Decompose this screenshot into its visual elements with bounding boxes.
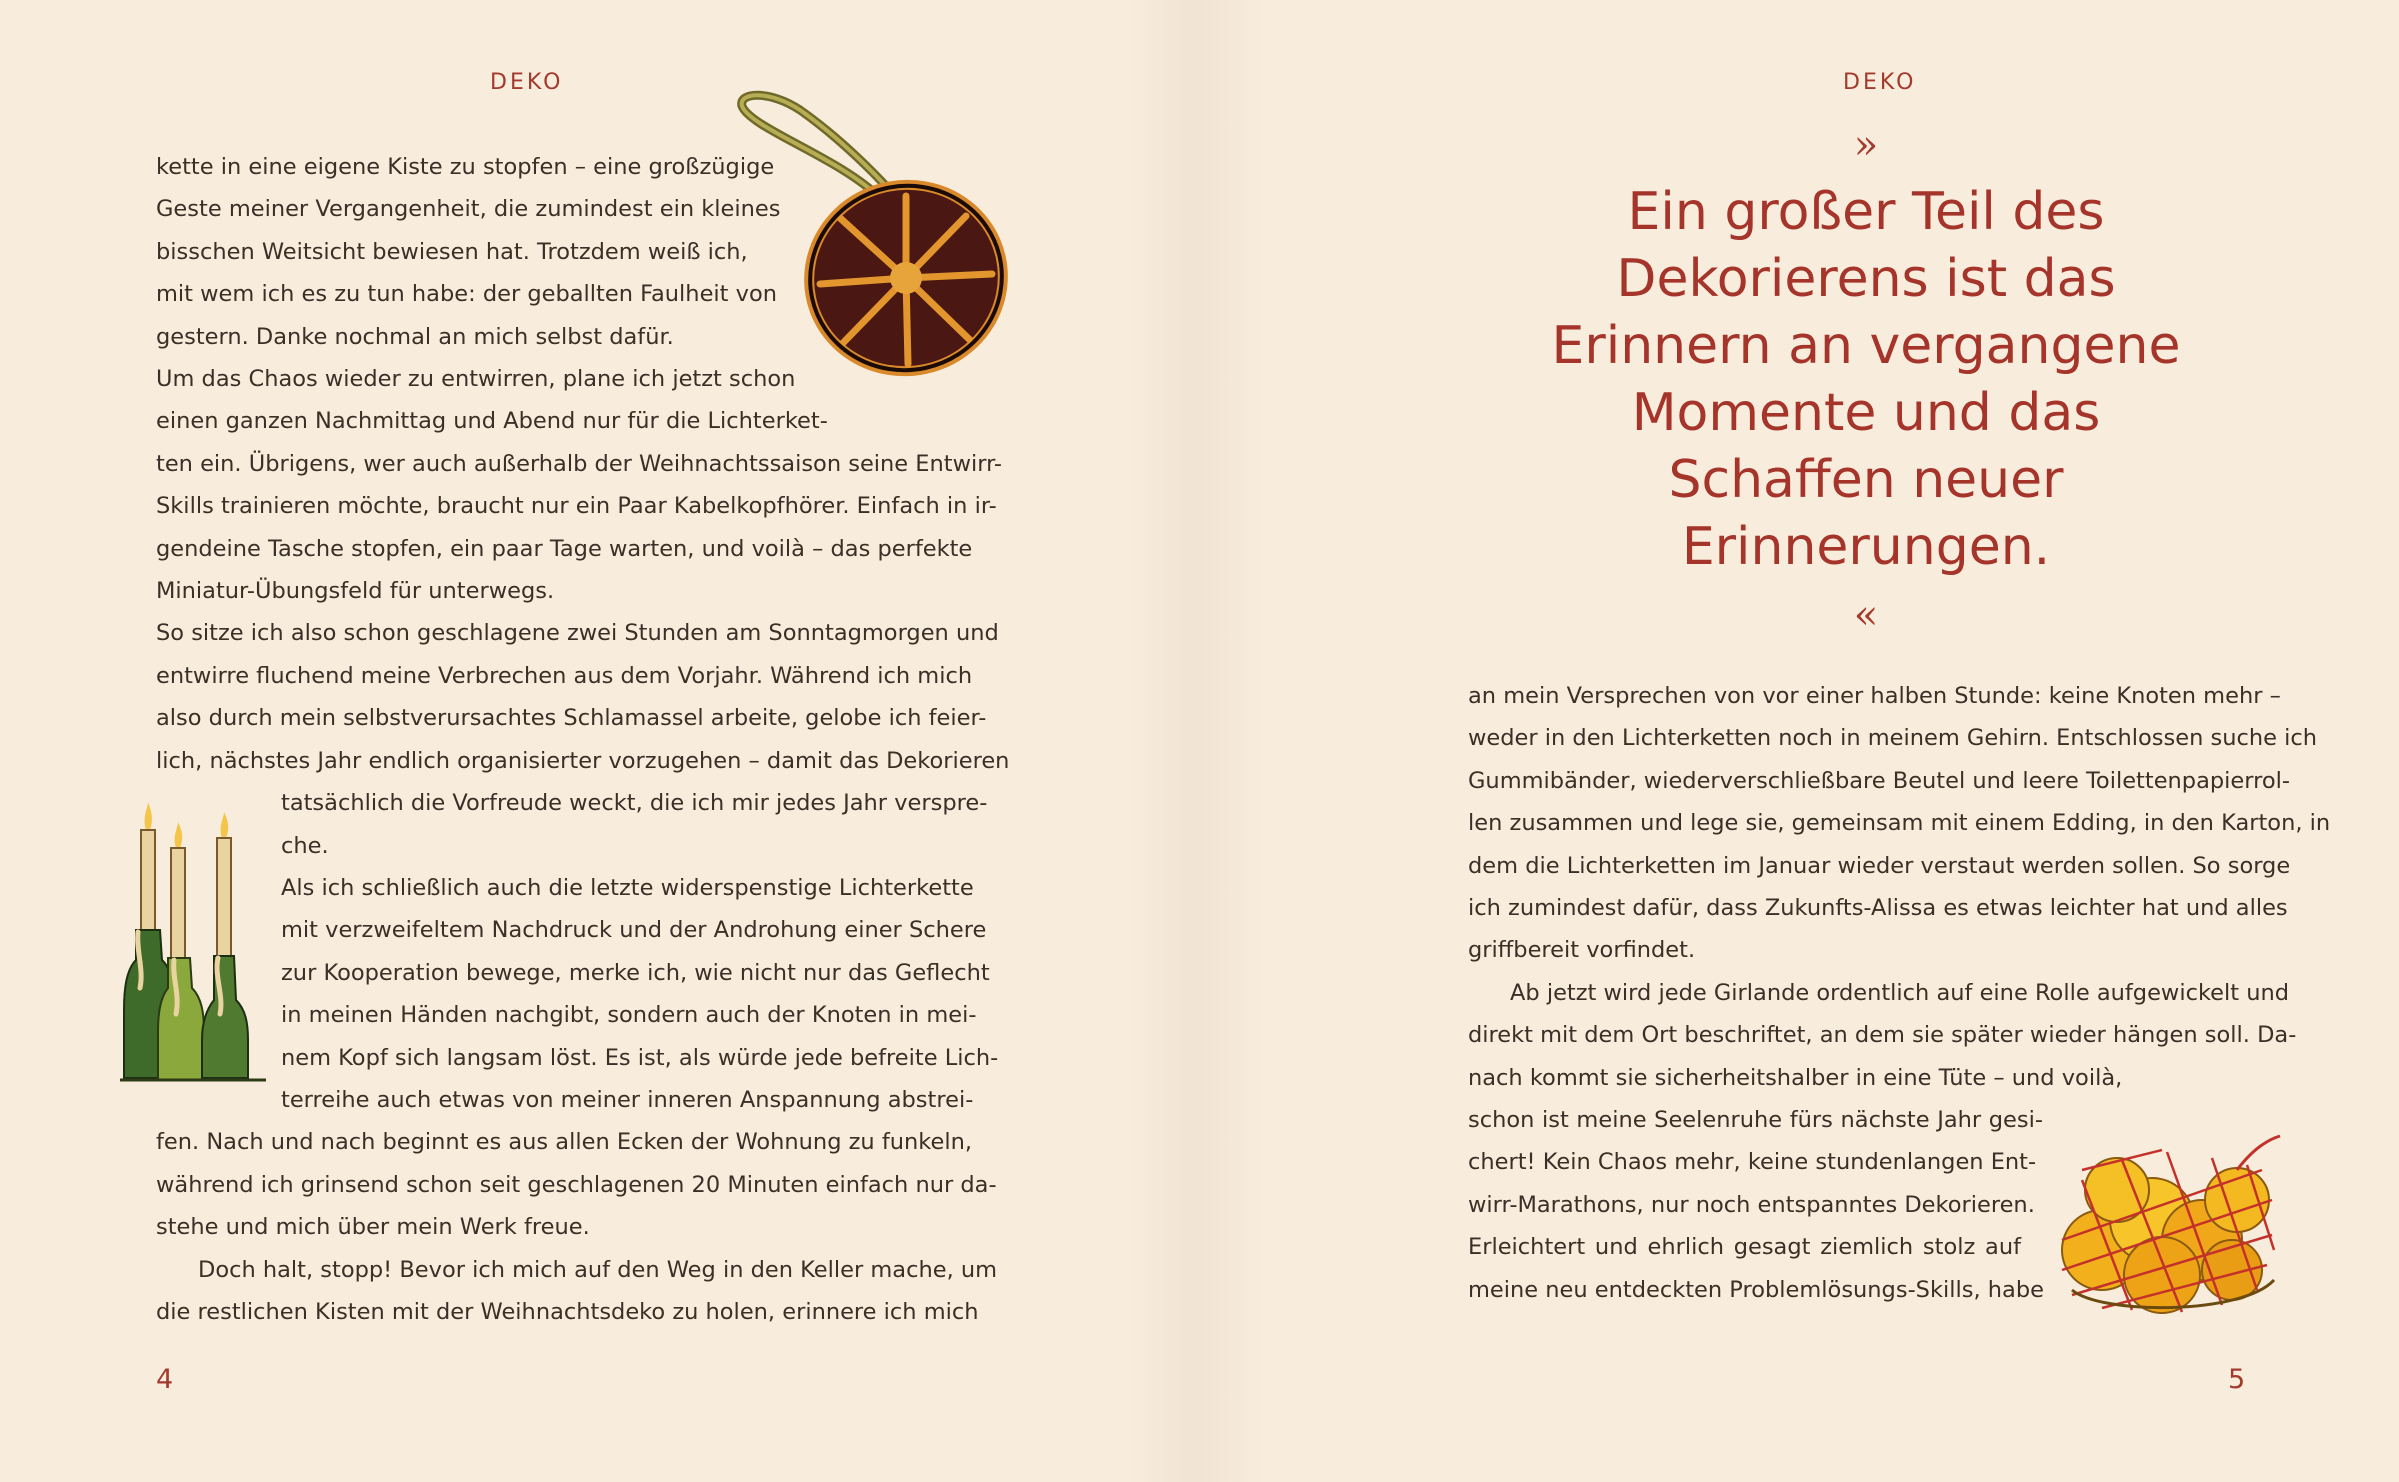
text-line: fen. Nach und nach beginnt es aus allen Ecken der Wohnung zu funkeln, [156,1129,973,1156]
text-line: dem die Lichterketten im Januar wieder verstaut werden sollen. So sorge [1468,852,2291,879]
text-line: Als ich schließlich auch die letzte widerspenstige Lichterkette [281,874,974,901]
quote-line: Erinnern an vergangene [1551,316,2181,376]
text-line: terreihe auch etwas von meiner inneren Anspannung abstrei- [281,1086,974,1113]
text-line: kette in eine eigene Kiste zu stopfen – eine großzügige [156,154,775,180]
body-text [156,146,1010,1333]
gutter-shadow [1196,0,1266,1482]
text-line: gestern. Danke nochmal an mich selbst dafür. [156,323,674,350]
text-line: schon ist meine Seelenruhe fürs nächste Jahr gesi- [1468,1107,2043,1134]
text-line: Ab jetzt wird jede Girlande ordentlich auf eine Rolle aufgewickelt und [1510,979,2290,1006]
text-line: Doch halt, stopp! Bevor ich mich auf den Weg in den Keller mache, um [198,1256,998,1283]
running-header: DEKO [490,70,564,95]
text-line: stehe und mich über mein Werk freue. [156,1214,590,1241]
gutter-shadow [1126,0,1196,1482]
quote-line: Dekorierens ist das [1616,249,2116,309]
body-text [1468,675,2331,1311]
running-header: DEKO [1843,70,1917,95]
text-line: nem Kopf sich langsam löst. Es ist, als würde jede befreite Lich- [281,1044,999,1071]
text-line: che. [281,832,329,859]
quote-line: Schaffen neuer [1668,450,2064,510]
quote-open-mark: » [1853,122,1879,168]
quote-close-mark: « [1853,592,1879,638]
text-line: Skills trainieren möchte, braucht nur ein Paar Kabelkopfhörer. Einfach in ir- [156,493,997,520]
right-page [1196,0,2399,1482]
quote-line: Ein großer Teil des [1627,182,2105,242]
text-line: Um das Chaos wieder zu entwirren, plane ich jetzt schon [156,366,796,393]
text-line: tatsächlich die Vorfreude weckt, die ich mir jedes Jahr verspre- [281,790,988,817]
text-line: zur Kooperation bewege, merke ich, wie nicht nur das Geflecht [281,959,990,986]
text-line: So sitze ich also schon geschlagene zwei Stunden am Sonntagmorgen und [156,620,999,647]
text-line: meine neu entdeckten Problemlösungs-Skills, habe [1468,1276,2044,1303]
text-line: Erleichtert und ehrlich gesagt ziemlich stolz auf [1468,1234,2021,1261]
text-line: also durch mein selbstverursachtes Schlamassel arbeite, gelobe ich feier- [156,705,987,732]
text-line: einen ganzen Nachmittag und Abend nur für die Lichterket- [156,408,828,435]
text-line: mit verzweifeltem Nachdruck und der Androhung einer Schere [281,917,987,944]
text-line: len zusammen und lege sie, gemeinsam mit einem Edding, in den Karton, in [1468,810,2331,837]
text-line: in meinen Händen nachgibt, sondern auch der Knoten in mei- [281,1002,977,1029]
text-line: nach kommt sie sicherheitshalber in eine Tüte – und voilà, [1468,1064,2123,1091]
quote-line: Momente und das [1631,383,2101,443]
text-line: an mein Versprechen von vor einer halben Stunde: keine Knoten mehr – [1468,683,2281,709]
left-page [0,0,1196,1482]
text-line: Geste meiner Vergangenheit, die zumindest ein kleines [156,196,781,223]
text-line: ten ein. Übrigens, wer auch außerhalb der Weihnachtssaison seine Entwirr- [156,450,1003,477]
text-line: lich, nächstes Jahr endlich organisierter vorzugehen – damit das Dekorieren [156,747,1010,774]
text-line: Gummibänder, wiederverschließbare Beutel und leere Toilettenpapierrol- [1468,767,2290,794]
text-line: ich zumindest dafür, dass Zukunfts-Alissa es etwas leichter hat und alles [1468,895,2288,922]
text-line: weder in den Lichterketten noch in meinem Gehirn. Entschlossen suche ich [1468,725,2318,752]
pull-quote [1456,179,2276,581]
text-line: Miniatur-Übungsfeld für unterwegs. [156,578,555,605]
text-line: entwirre fluchend meine Verbrechen aus dem Vorjahr. Während ich mich [156,662,973,689]
text-line: während ich grinsend schon seit geschlagenen 20 Minuten einfach nur da- [156,1171,997,1198]
text-line: die restlichen Kisten mit der Weihnachtsdeko zu holen, erinnere ich mich [156,1298,979,1325]
text-line: griffbereit vorfindet. [1468,937,1696,964]
quote-line: Erinnerungen. [1681,517,2051,577]
text-line: mit wem ich es zu tun habe: der geballten Faulheit von [156,281,777,308]
text-line: gendeine Tasche stopfen, ein paar Tage warten, und voilà – das perfekte [156,535,973,562]
text-line: wirr-Marathons, nur noch entspanntes Dekorieren. [1468,1191,2035,1218]
page-number: 4 [156,1364,174,1395]
text-line: chert! Kein Chaos mehr, keine stundenlangen Ent- [1468,1149,2037,1176]
page-number: 5 [2228,1364,2246,1395]
text-line: direkt mit dem Ort beschriftet, an dem sie später wieder hängen soll. Da- [1468,1022,2297,1049]
text-line: bisschen Weitsicht bewiesen hat. Trotzdem weiß ich, [156,238,748,265]
